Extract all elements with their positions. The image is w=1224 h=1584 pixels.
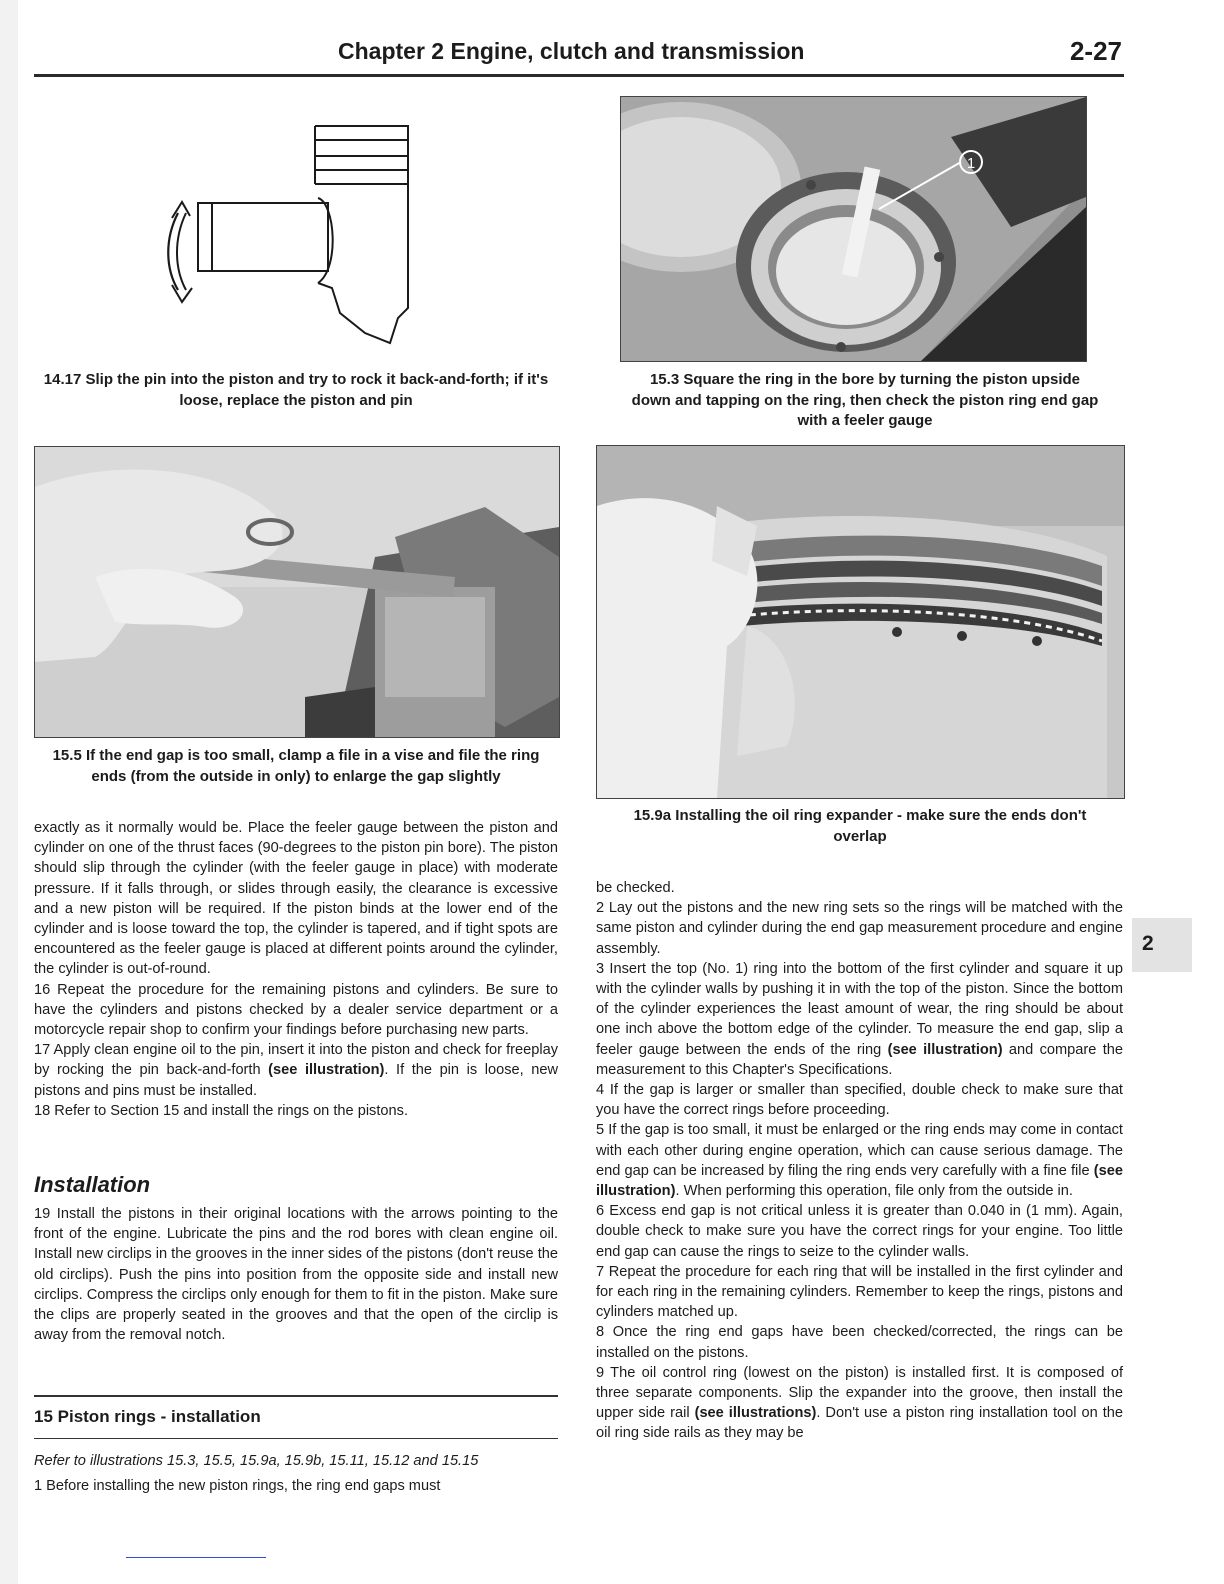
- right-column: [596, 878, 1123, 1444]
- refer-to-illustrations: Refer to illustrations 15.3, 15.5, 15.9a, 15.9b, 15.11, 15.12 and 15.15: [34, 1453, 479, 1469]
- figure-15-9a-photo: [596, 445, 1125, 799]
- figure-15-3-photo: [620, 96, 1087, 362]
- left-column-step-1: [34, 1476, 558, 1496]
- paragraph-9: [596, 1363, 1123, 1444]
- paragraph-5: [596, 1120, 1123, 1201]
- figure-15-5-photo: [34, 446, 560, 738]
- paragraph-5-text-end: . When performing this operation, file only from the outside in.: [675, 1183, 1073, 1200]
- section-15-heading: 15 Piston rings - installation: [34, 1407, 261, 1426]
- file-in-vise-photo: [35, 447, 559, 737]
- paragraph-17-text: 17 Apply clean engine oil to the pin, insert it into the piston and check for freeplay by rocking the pin back-and-forth: [34, 1042, 558, 1079]
- paragraph-18: 18 Refer to Section 15 and install the rings on the pistons.: [34, 1102, 408, 1119]
- paragraph-8: 8 Once the ring end gaps have been checked/corrected, the rings can be installed on the pistons.: [596, 1324, 1123, 1361]
- paragraph-9-text: 9 The oil control ring (lowest on the piston) is installed first. It is composed of three separate components. Slip the expander into the groove, then install the upper side rail: [596, 1364, 1123, 1422]
- see-illustrations-ref: (see illustrations): [694, 1405, 817, 1422]
- figure-14-17-caption: 14.17 Slip the pin into the piston and try to rock it back-and-forth; if it's loose, replace the piston and pin: [43, 371, 549, 409]
- paragraph-3-text: 3 Insert the top (No. 1) ring into the bottom of the first cylinder and square it up with the cylinder walls by pushing it in with the top of the piston. Since the bottom of the cylinder experiences the least amount of wear, the ring should be about one inch above the bottom edge of the cylinder. To measure the end gap, slip a feeler gauge between the ends of the ring: [596, 960, 1123, 1058]
- left-column-upper: [34, 818, 558, 1121]
- paragraph-19: 19 Install the pistons in their original locations with the arrows pointing to the front of the engine. Lubricate the pins and the rod bores with clean engine oil. Install new circlips in the grooves in the inner sides of the pistons (don't reuse the old circlips). Push the pins into position from the opposite side and install new circlips. Compress the circlips only enough for them to fit in the piston. Make sure the clips are properly seated in the grooves and that the open of the circlip is away from the removal notch.: [34, 1206, 558, 1344]
- piston-pin-diagram: [150, 118, 420, 348]
- see-illustration-ref: (see illustration): [887, 1041, 1003, 1058]
- callout-1-label: 1: [966, 155, 976, 172]
- paragraph-17: [34, 1040, 558, 1101]
- paragraph-3-text-end: and compare the measurement to this Chapter's Specifications.: [596, 1041, 1123, 1078]
- chapter-tab-label: 2: [1142, 932, 1154, 955]
- paragraph-9-text-end: . Don't use a piston ring installation tool on the oil ring side rails as they may be: [596, 1405, 1123, 1442]
- paragraph-3: [596, 959, 1123, 1080]
- paragraph-16: 16 Repeat the procedure for the remaining pistons and cylinders. Be sure to have the cylinders and pistons checked by a dealer service department or a motorcycle repair shop to confirm your findings before purchasing new parts.: [34, 981, 558, 1039]
- page-number: 2-27: [1069, 36, 1122, 66]
- paragraph-intro: exactly as it normally would be. Place the feeler gauge between the piston and cylinder on one of the thrust faces (90-degrees to the piston pin bore). The piston should slip through the cylinder (with the feeler gauge in place) with moderate pressure. If it falls through, or slides through easily, the clearance is excessive and a new piston will be required. If the piston binds at the lower end of the cylinder and is loose toward the top, the cylinder is tapered, and if tight spots are encountered as the feeler gauge is placed at different points around the cylinder, the cylinder is out-of-round.: [34, 820, 558, 978]
- paragraph-5-text: 5 If the gap is too small, it must be enlarged or the ring ends may come in contact with each other during engine operation, which can cause serious damage. The end gap can be increased by filing the ring ends very carefully with a fine file: [596, 1122, 1123, 1179]
- chapter-thumb-tab: [1132, 918, 1192, 972]
- installation-heading: Installation: [34, 1172, 151, 1197]
- paragraph-continued: be checked.: [596, 880, 675, 896]
- footer-mark: [126, 1557, 266, 1558]
- page-header: [34, 36, 1124, 76]
- section-rule-top: [34, 1395, 558, 1397]
- figure-15-9a-caption: 15.9a Installing the oil ring expander - make sure the ends don't overlap: [633, 807, 1087, 845]
- figure-15-5-caption: 15.5 If the end gap is too small, clamp a file in a vise and file the ring ends (from the outside in only) to enlarge the gap slightly: [52, 747, 540, 785]
- see-illustration-ref: (see illustration): [596, 1162, 1123, 1200]
- oil-ring-expander-photo: [597, 446, 1124, 798]
- figure-15-3-caption: 15.3 Square the ring in the bore by turning the piston upside down and tapping on the ring, then check the piston ring end gap with a feeler gauge: [631, 371, 1099, 429]
- header-rule: [34, 74, 1124, 77]
- paragraph-6: 6 Excess end gap is not critical unless it is greater than 0.040 in (1 mm). Again, double check to make sure you have the correct rings for your engine. Too little end gap can cause the rings to seize to the cylinder walls.: [596, 1203, 1123, 1260]
- paragraph-1: 1 Before installing the new piston rings, the ring end gaps must: [34, 1478, 441, 1494]
- section-rule-bottom: [34, 1438, 558, 1439]
- figure-14-17-drawing: [150, 118, 420, 348]
- cylinder-bore-photo: [621, 97, 1086, 361]
- left-column-installation: [34, 1204, 558, 1345]
- see-illustration-ref: (see illustration): [268, 1062, 385, 1079]
- chapter-title: Chapter 2 Engine, clutch and transmission: [338, 38, 805, 64]
- paragraph-4: 4 If the gap is larger or smaller than specified, double check to make sure that you have the correct rings before proceeding.: [596, 1082, 1123, 1119]
- paragraph-7: 7 Repeat the procedure for each ring that will be installed in the first cylinder and for each ring in the remaining cylinders. Remember to keep the rings, pistons and cylinders matched up.: [596, 1263, 1123, 1321]
- page-edge-shadow: [0, 0, 18, 1584]
- paragraph-2: 2 Lay out the pistons and the new ring sets so the rings will be matched with the same piston and cylinder during the end gap measurement procedure and engine assembly.: [596, 900, 1123, 957]
- paragraph-17-text-end: . If the pin is loose, new pistons and pins must be installed.: [34, 1062, 558, 1099]
